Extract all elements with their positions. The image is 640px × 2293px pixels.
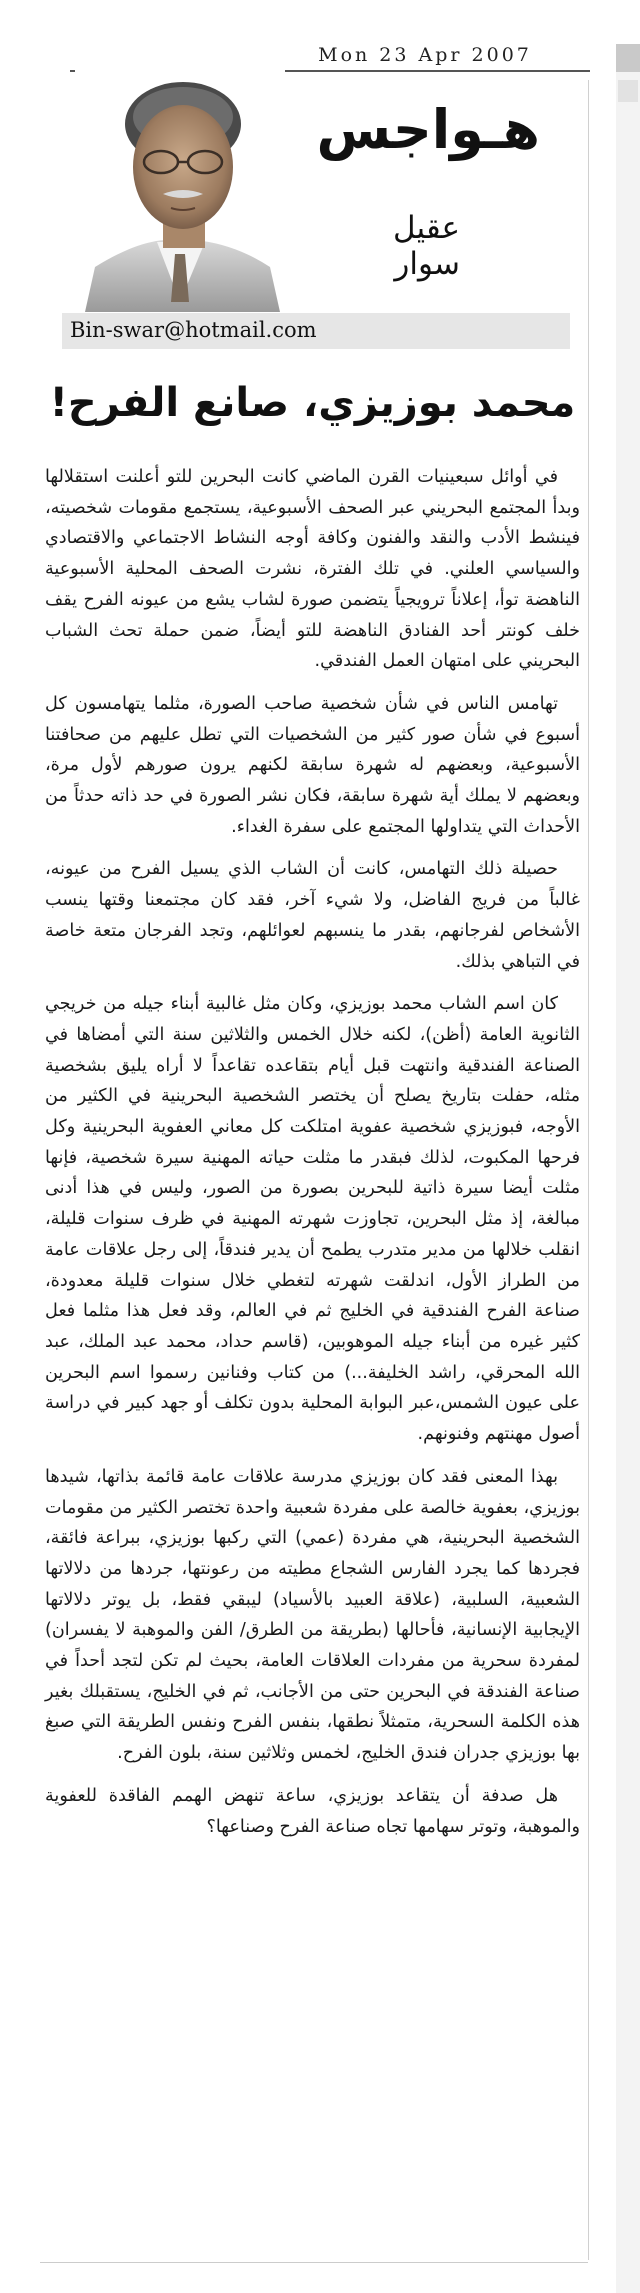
footer-rule — [40, 2262, 588, 2263]
article-headline: محمد بوزيزي، صانع الفرح! — [49, 380, 576, 426]
article-paragraph: تهامس الناس في شأن شخصية صاحب الصورة، مثلما يتهامسون كل أسبوع في شأن صور كثير من الشخصيات التي تطل عليهم من صحافتنا الأسبوعية، وبعضهم له شهرة سابقة لكنهم يرون صورهم لأول مرة، وبعضهم لا يملك أية شهرة سابقة، فكان نشر الصورة في حد ذاته حدثاً من الأحداث التي يتداولها المجتمع على سفرة الغداء. — [45, 693, 580, 837]
article-paragraph: كان اسم الشاب محمد بوزيزي، وكان مثل غالبية أبناء جيله من خريجي الثانوية العامة (أظن)، لكنه خلال الخمس والثلاثين سنة التي أمضاها في الصناعة الفندقية وانتهت قبل أيام بتقاعده تقاعداً لا أراه يليق بشخصية مثله، حفلت بتاريخ يصلح أن يختصر الشخصية البحرينية في الكثير من الأوجه، فبوزيزي شخصية عفوية امتلكت كل معاني العفوية البحرينية وكل فرحها المكبوت، لذلك فبقدر ما مثلت حياته المهنية سيرة شخصية، فإنها مثلت أيضا سيرة ذاتية للبحرين بصورة من الصور، وليس في هذا أدنى مبالغة، إذ مثل البحرين، تجاوزت شهرته المهنية في ظرف سنوات قليلة، انقلب خلالها من مدير متدرب يطمح أن يدير فندقاً، إلى رجل علاقات عامة من الطراز الأول، اندلقت شهرته لتغطي خلال سنوات قليلة معدودة، صناعة الفرح الفندقية في الخليج ثم في العالم، وقد فعل هذا مثلما فعل كثير غيره من أبناء جيله الموهوبين، (قاسم حداد، محمد عبد الملك، عبد الله المحرقي، راشد الخليفة...) من كتاب وفنانين رسموا اسم البحرين على عيون الشمس،عبر البوابة المحلية بدون تكلف أو جهد كبير في دراسة أصول مهنتهم وفنونهم. — [45, 994, 580, 1445]
article-paragraph: بهذا المعنى فقد كان بوزيزي مدرسة علاقات عامة قائمة بذاتها، شيدها بوزيزي، بعفوية خالصة على مفردة شعبية واحدة تختصر الكثير من مقومات الشخصية البحرينية، هي مفردة (عمي) التي ركبها بوزيزي، ببراعة فائقة، فجردها كما يجرد الفارس الشجاع مطيته من رعونتها، جردها من دلالاتها الشعبية، السلبية، (علاقة العبيد بالأسياد) ليبقي فقط، بل يوتر دلالاتها الإيجابية الإنسانية، فأحالها (بطريقة من الطرق/ الفن والموهبة لا يفسران) لمفردة سحرية من مفردات العلاقات العامة، بحيث لم تكن لتجد أحداً في صناعة الفندقة في البحرين حتى من الأجانب، ثم في الخليج، يستقبلك بغير هذه الكلمة السحرية، متمثلاً نطقها، بنفس الفرح ونفس الطريقة التي صبغ بها بوزيزي جدران فندق الخليج، لخمس وثلاثين سنة، بلون الفرح. — [45, 1466, 580, 1764]
publication-date: Mon 23 Apr 2007 — [318, 44, 532, 66]
article-paragraph: هل صدفة أن يتقاعد بوزيزي، ساعة تنهض الهمم الفاقدة للعفوية والموهبة، وتوتر سهامها تجاه صناعة الفرح وصناعها؟ — [45, 1785, 580, 1837]
author-photo — [75, 62, 285, 312]
article-paragraph: حصيلة ذلك التهامس، كانت أن الشاب الذي يسيل الفرح من عيونه، غالباً من فريج الفاضل، ولا شيء آخر، فقد كان مجتمعنا وقتها ينسب الأشخاص لفرجانهم، بقدر ما ينسبهم لعوائلهم، وتجد الفرجان متعة خاصة في التباهي بذلك. — [45, 859, 580, 972]
article-body — [45, 462, 580, 1854]
column-divider — [588, 80, 589, 2260]
author-name: عقيل سوار — [392, 210, 460, 282]
scroll-track-segment — [618, 80, 638, 102]
column-title: هـواجس — [316, 98, 540, 161]
scroll-thumb[interactable] — [616, 44, 640, 72]
side-scrollbar[interactable] — [616, 44, 640, 2293]
author-email-link[interactable]: Bin-swar@hotmail.com — [70, 318, 317, 342]
article-paragraph: في أوائل سبعينيات القرن الماضي كانت البحرين للتو أعلنت استقلالها وبدأ المجتمع البحريني عبر الصحف الأسبوعية، يستجمع مقومات شخصيته، فينشط الأدب والنقد والفنون وكافة أوجه النشاط الاجتماعي والاقتصادي والسياسي العلني. في تلك الفترة، نشرت الصحف المحلية الأسبوعية الناهضة توأ، إعلاناً ترويجياً يتضمن صورة لشاب يشع من عيونه الفرح يقف خلف كونتر أحد الفنادق الناهضة للتو أيضاً، ضمن حملة تحث الشباب البحريني على امتهان العمل الفندقي. — [45, 467, 580, 672]
